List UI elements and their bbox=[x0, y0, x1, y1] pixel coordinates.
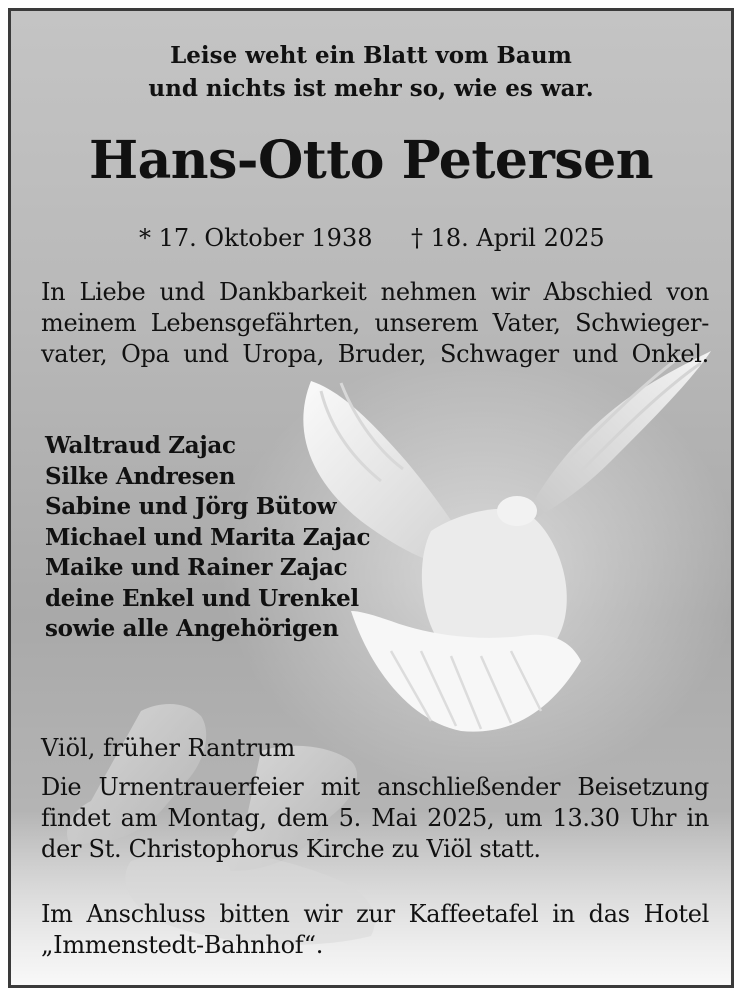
text-line: „Immenstedt-Bahnhof“. bbox=[41, 931, 324, 959]
mourner-name: Waltraud Zajac bbox=[45, 432, 236, 459]
text-line: In Liebe und Dankbarkeit nehmen wir Abschied von bbox=[41, 278, 709, 306]
deceased-name: Hans-Otto Petersen bbox=[88, 130, 654, 191]
mourners-list bbox=[45, 431, 370, 645]
farewell-text bbox=[41, 277, 709, 370]
mourner-name: Michael und Marita Zajac bbox=[45, 523, 371, 551]
birth-date: * 17. Oktober 1938 bbox=[139, 224, 373, 252]
text-line: der St. Christophorus Kirche zu Viöl statt. bbox=[41, 835, 541, 863]
motto-line: Leise weht ein Blatt vom Baum bbox=[170, 42, 572, 69]
mourner-name: sowie alle Angehörigen bbox=[45, 615, 339, 642]
text-line: Die Urnentrauerfeier mit anschließender Beisetzung bbox=[41, 773, 709, 801]
mourner-name: Maike und Rainer Zajac bbox=[45, 554, 348, 581]
ceremony-notice bbox=[41, 772, 709, 865]
text-line: vater, Opa und Uropa, Bruder, Schwager und Onkel. bbox=[41, 340, 709, 368]
text-line: Im Anschluss bitten wir zur Kaffeetafel in das Hotel bbox=[41, 900, 709, 928]
life-dates bbox=[11, 221, 731, 255]
text-line: findet am Montag, dem 5. Mai 2025, um 13.30 Uhr in bbox=[41, 804, 709, 832]
motto-line: und nichts ist mehr so, wie es war. bbox=[148, 75, 594, 102]
reception-notice bbox=[41, 899, 709, 961]
text-line: meinem Lebensgefährten, unserem Vater, Schwieger- bbox=[41, 309, 709, 337]
place-line: Viöl, früher Rantrum bbox=[41, 734, 296, 762]
motto bbox=[11, 39, 731, 105]
mourner-name: Sabine und Jörg Bütow bbox=[45, 493, 337, 520]
mourner-name: deine Enkel und Urenkel bbox=[45, 584, 359, 612]
death-date: † 18. April 2025 bbox=[411, 224, 605, 252]
obituary-text bbox=[11, 11, 731, 985]
obituary-frame bbox=[8, 8, 734, 988]
mourner-name: Silke Andresen bbox=[45, 462, 236, 490]
